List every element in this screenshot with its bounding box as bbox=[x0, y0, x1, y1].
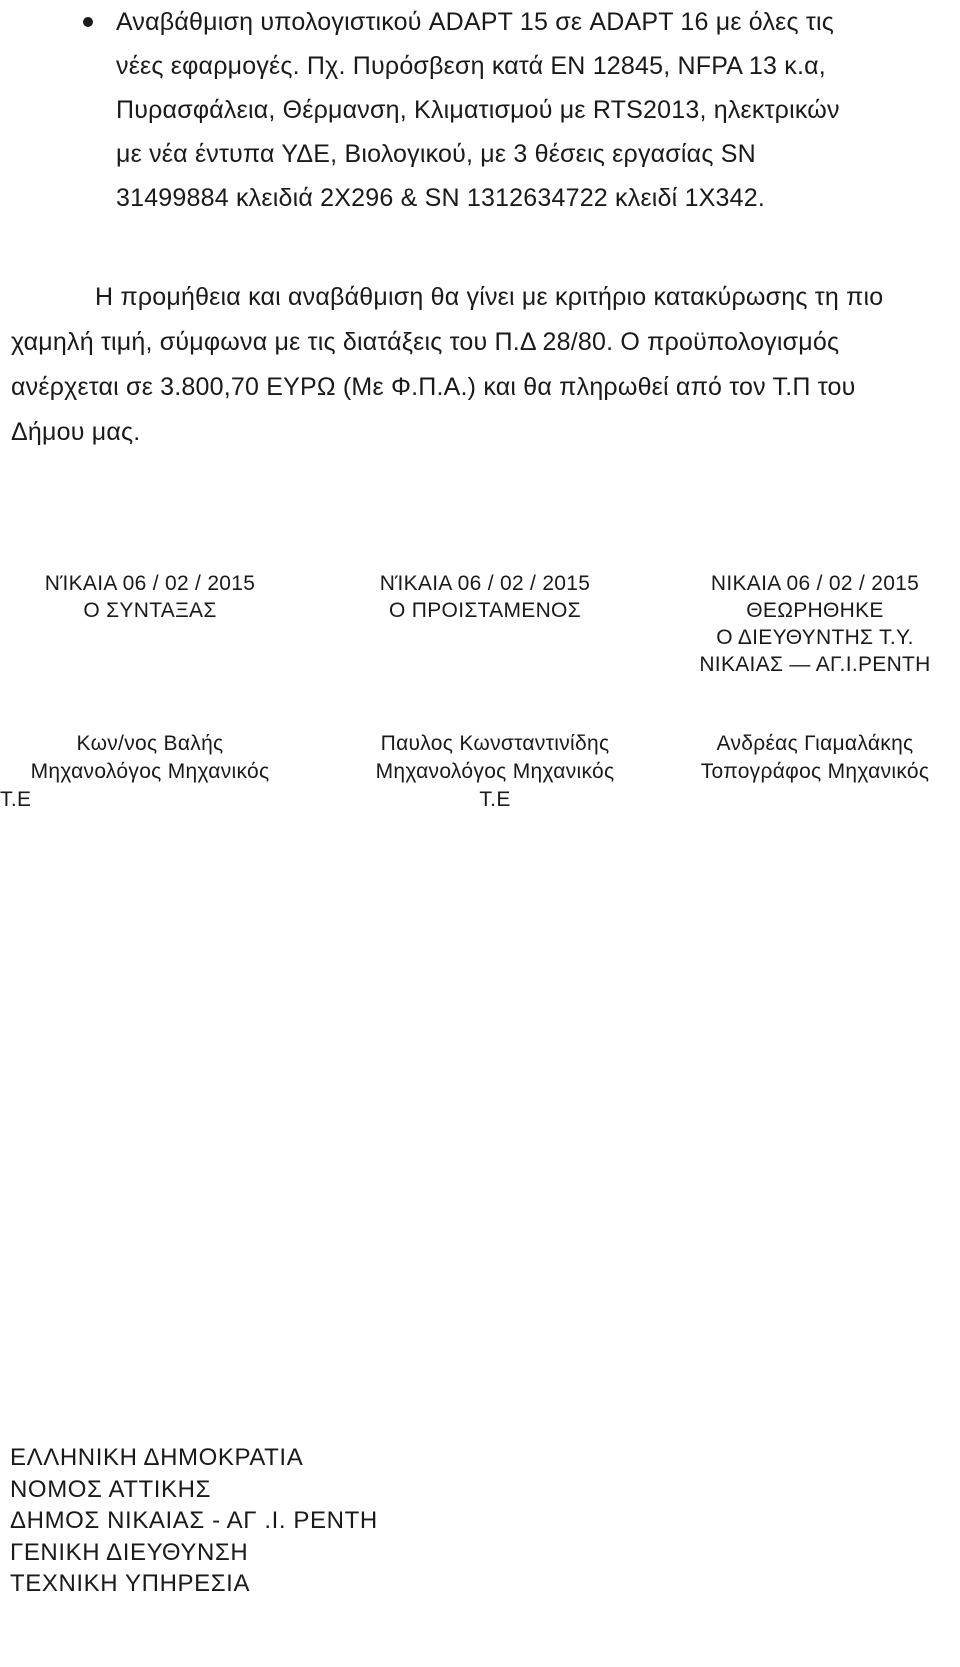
signature-role: Ο ΔΙΕΥΘΥΝΤΗΣ Τ.Υ. bbox=[716, 626, 914, 649]
bullet-line: με νέα έντυπα ΥΔΕ, Βιολογικού, με 3 θέσεις εργασίας SN bbox=[116, 140, 756, 168]
bullet-line: Πυρασφάλεια, Θέρμανση, Κλιματισμού με RTS2013, ηλεκτρικών bbox=[116, 96, 840, 124]
paragraph-line: ανέρχεται σε 3.800,70 ΕΥΡΩ (Με Φ.Π.Α.) και θα πληρωθεί από τον Τ.Π του bbox=[11, 373, 856, 401]
signature-block-director bbox=[675, 570, 955, 678]
bullet-line: Αναβάθμιση υπολογιστικού ADAPT 15 σε ADAPT 16 με όλες τις bbox=[116, 8, 834, 36]
bullet-line: 31499884 κλειδιά 2Χ296 & SN 1312634722 κλειδί 1Χ342. bbox=[116, 184, 766, 212]
header-line: ΕΛΛΗΝΙΚΗ ΔΗΜΟΚΡΑΤΙΑ bbox=[10, 1444, 304, 1471]
bullet-list-item bbox=[116, 0, 926, 220]
signatory-name: Παυλος Κωνσταντινίδης bbox=[380, 732, 610, 755]
header-line: ΝΟΜΟΣ ΑΤΤΙΚΗΣ bbox=[10, 1475, 212, 1503]
signatory-name: Κων/νος Βαλής bbox=[76, 732, 224, 755]
paragraph-line: χαμηλή τιμή, σύμφωνα με τις διατάξεις του Π.Δ 28/80. Ο προϋπολογισμός bbox=[11, 328, 840, 356]
paragraph-line: Η προμήθεια και αναβάθμιση θα γίνει με κριτήριο κατακύρωσης τη πιο bbox=[95, 283, 884, 311]
signature-date: ΝΙΚΑΙΑ 06 / 02 / 2015 bbox=[710, 572, 920, 595]
procurement-paragraph bbox=[11, 275, 926, 455]
signature-role: Ο ΣΥΝΤΑΞΑΣ bbox=[83, 599, 217, 622]
signatory-supervisor bbox=[345, 730, 645, 814]
signatory-title: Μηχανολόγος Μηχανικός bbox=[30, 760, 270, 783]
signatory-title: Τ.Ε bbox=[479, 788, 511, 811]
signatory-director bbox=[675, 730, 955, 786]
bullet-line: νέες εφαρμογές. Πχ. Πυρόσβεση κατά EN 12845, NFPA 13 κ.α, bbox=[116, 52, 826, 80]
signature-block-supervisor bbox=[345, 570, 625, 624]
paragraph-line: Δήμου μας. bbox=[11, 418, 141, 446]
signatory-composer bbox=[0, 730, 300, 814]
signature-date: ΝΊΚΑΙΑ 06 / 02 / 2015 bbox=[379, 572, 591, 595]
header-line: ΓΕΝΙΚΗ ΔΙΕΥΘΥΝΣΗ bbox=[10, 1538, 249, 1566]
signatory-title: Τ.Ε bbox=[0, 788, 32, 811]
signature-role: Ο ΠΡΟΙΣΤΑΜΕΝΟΣ bbox=[389, 599, 581, 622]
bullet-dot-icon bbox=[83, 17, 93, 27]
signatory-title: Τοπογράφος Μηχανικός bbox=[700, 760, 930, 783]
municipality-header bbox=[10, 1442, 378, 1600]
signature-role: ΝΙΚΑΙΑΣ — ΑΓ.Ι.ΡΕΝΤΗ bbox=[699, 653, 931, 676]
signatory-title: Μηχανολόγος Μηχανικός bbox=[375, 760, 615, 783]
header-line: ΤΕΧΝΙΚΗ ΥΠΗΡΕΣΙΑ bbox=[10, 1570, 251, 1597]
signature-date: ΝΊΚΑΙΑ 06 / 02 / 2015 bbox=[44, 572, 256, 595]
signature-role: ΘΕΩΡΗΘΗΚΕ bbox=[746, 599, 884, 622]
header-line: ΔΗΜΟΣ ΝΙΚΑΙΑΣ - ΑΓ .Ι. ΡΕΝΤΗ bbox=[10, 1507, 378, 1534]
signatory-name: Ανδρέας Γιαμαλάκης bbox=[716, 732, 914, 755]
signature-block-composer bbox=[10, 570, 290, 624]
